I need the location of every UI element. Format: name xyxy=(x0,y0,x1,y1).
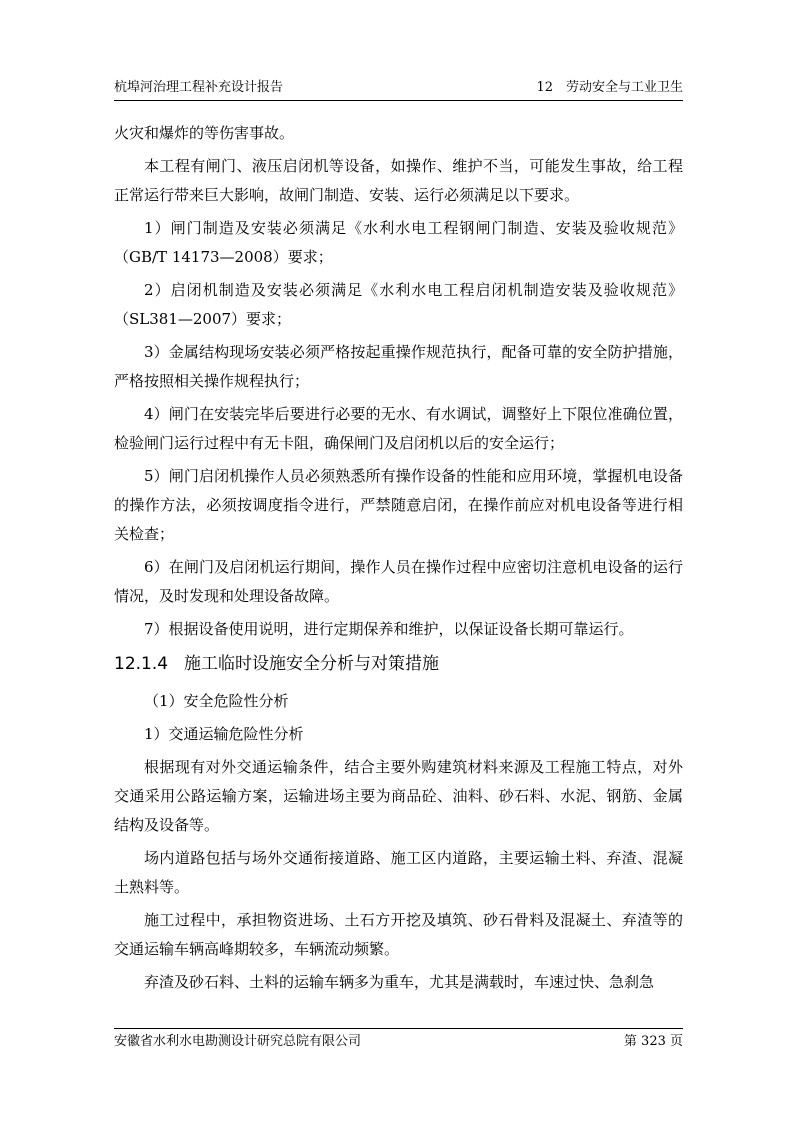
list-item: 7）根据设备使用说明，进行定期保养和维护，以保证设备长期可靠运行。 xyxy=(144,620,634,638)
page-footer xyxy=(114,1028,683,1053)
paragraph: 根据现有对外交通运输条件，结合主要外购建筑材料来源及工程施工特点，对外交通采用公路运输方案，运输进场主要为商品砼、油料、砂石料、水泥、钢筋、金属结构及设备等。 xyxy=(114,758,683,834)
header-chapter-title: 12 劳动安全与工业卫生 xyxy=(536,80,683,95)
section-heading xyxy=(114,649,683,679)
page-body xyxy=(114,119,683,1001)
paragraph: 施工过程中，承担物资进场、土石方开挖及填筑、砂石骨料及混凝土、弃渣等的交通运输车辆高峰期较多，车辆流动频繁。 xyxy=(114,911,683,958)
page-number: 第 323 页 xyxy=(623,1034,683,1049)
footer-company-name: 安徽省水利水电勘测设计研究总院有限公司 xyxy=(114,1034,362,1049)
list-item: 4）闸门在安装完毕后要进行必要的无水、有水调试，调整好上下限位准确位置，检验闸门运行过程中有无卡阻，确保闸门及启闭机以后的安全运行； xyxy=(114,405,683,452)
paragraph: 场内道路包括与场外交通衔接道路、施工区内道路，主要运输土料、弃渣、混凝土熟料等。 xyxy=(114,849,683,896)
paragraph: 本工程有闸门、液压启闭机等设备，如操作、维护不当，可能发生事故，给工程正常运行带来巨大影响，故闸门制造、安装、运行必须满足以下要求。 xyxy=(114,157,683,204)
list-item: 2）启闭机制造及安装必须满足《水利水电工程启闭机制造安装及验收规范》（SL381—2007）要求； xyxy=(114,281,683,328)
page-header xyxy=(114,76,683,101)
section-title: 施工临时设施安全分析与对策措施 xyxy=(184,654,439,674)
paragraph: 弃渣及砂石料、土料的运输车辆多为重车，尤其是满载时，车速过快、急刹急 xyxy=(144,973,655,991)
list-item: 1）闸门制造及安装必须满足《水利水电工程钢闸门制造、安装及验收规范》（GB/T 14173—2008）要求； xyxy=(114,219,683,266)
list-item: 6）在闸门及启闭机运行期间，操作人员在操作过程中应密切注意机电设备的运行情况，及时发现和处理设备故障。 xyxy=(114,558,683,605)
header-report-title: 杭埠河治理工程补充设计报告 xyxy=(114,80,284,95)
list-item: 3）金属结构现场安装必须严格按起重操作规范执行，配备可靠的安全防护措施，严格按照相关操作规程执行； xyxy=(114,343,683,390)
section-number: 12.1.4 xyxy=(114,654,169,674)
list-item: 5）闸门启闭机操作人员必须熟悉所有操作设备的性能和应用环境，掌握机电设备的操作方法，必须按调度指令进行，严禁随意启闭，在操作前应对机电设备等进行相关检查； xyxy=(114,467,683,543)
subheading: 1）交通运输危险性分析 xyxy=(144,725,304,743)
paragraph: 火灾和爆炸的等伤害事故。 xyxy=(114,124,295,142)
subheading: （1）安全危险性分析 xyxy=(144,692,289,710)
